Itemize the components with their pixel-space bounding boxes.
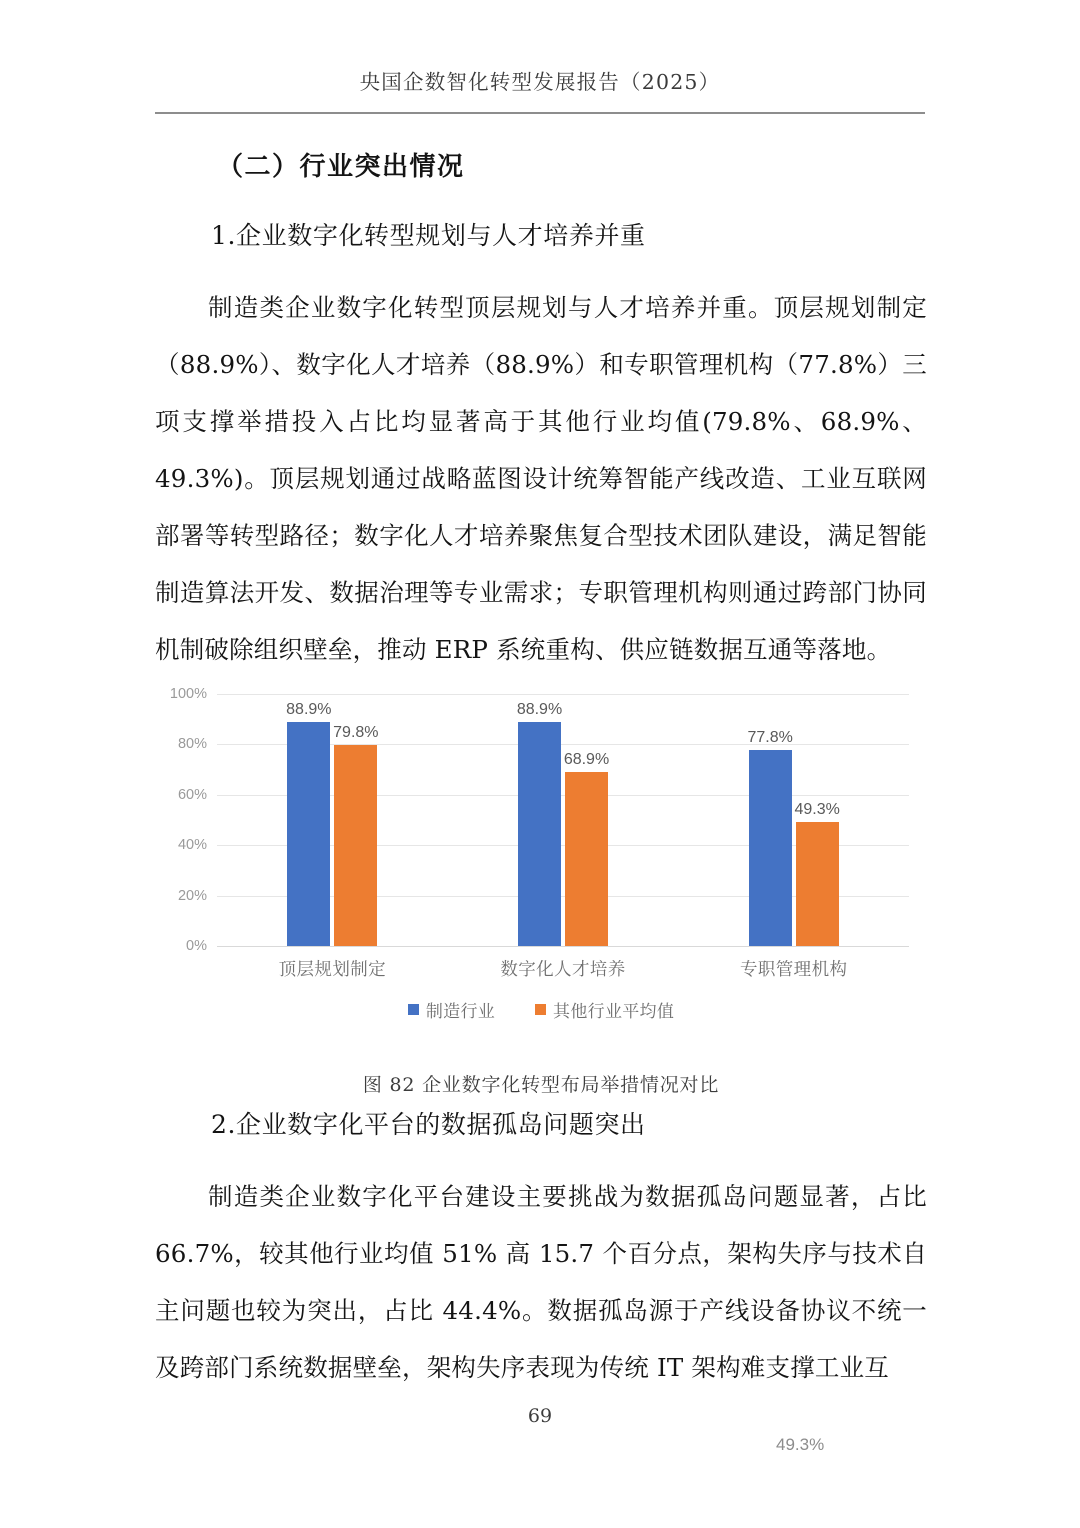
bar-group-2 xyxy=(678,694,909,946)
ytick-label-40: 40% xyxy=(177,837,207,854)
bar-value-label: 68.9% xyxy=(563,751,610,769)
paragraph-1-text: 制造类企业数字化转型顶层规划与人才培养并重。顶层规划制定（88.9%）、数字化人才培养（88.9%）和专职管理机构（77.8%）三项支撑举措投入占比均显著高于其他行业均值(79.8%、68.9%、49.3%)。顶层规划通过战略蓝图设计统筹智能产线改造、工业互联网部署等转型路径；数字化人才培养聚焦复合型技术团队建设，满足智能制造算法开发、数据治理等专业需求；专职管理机构则通过跨部门协同机制破除组织壁垒，推动 ERP 系统重构、供应链数据互通等落地。 xyxy=(155,292,927,664)
ytick-label-100: 100% xyxy=(169,686,207,702)
bar-wrap-0-0 xyxy=(287,694,330,946)
bar-series-a[interactable] xyxy=(518,722,561,946)
bar-chart xyxy=(155,672,927,1027)
chart-bar-groups xyxy=(217,694,909,946)
legend-item-series-a[interactable] xyxy=(408,997,495,1022)
content-lower xyxy=(155,1108,927,1396)
ytick-label-60: 60% xyxy=(177,786,207,803)
header-title: 央国企数智化转型发展报告（2025） xyxy=(359,70,721,94)
bar-series-b[interactable] xyxy=(565,772,608,946)
paragraph-2-text: 制造类企业数字化平台建设主要挑战为数据孤岛问题显著，占比66.7%，较其他行业均值 51% 高 15.7 个百分点，架构失序与技术自主问题也较为突出，占比 44.4%。数据孤岛源于产线设备协议不统一及跨部门系统数据壁垒，架构失序表现为传统 IT 架构难支撑工业互 xyxy=(155,1181,927,1382)
bar-wrap-2-1 xyxy=(796,694,839,946)
figure-caption: 图 82 企业数字化转型布局举措情况对比 xyxy=(362,1074,720,1096)
section-heading-2: （二）行业突出情况 xyxy=(217,152,465,182)
bar-value-label: 79.8% xyxy=(333,723,379,741)
legend-label-series-a: 制造行业 xyxy=(425,1002,496,1021)
bar-group-1 xyxy=(448,694,679,946)
legend-item-series-b[interactable] xyxy=(535,997,674,1022)
xlabel-1: 数字化人才培养 xyxy=(500,959,626,979)
running-header xyxy=(0,70,1080,95)
figure-82 xyxy=(155,672,927,1096)
bar-value-label: 88.9% xyxy=(516,700,563,718)
bar-series-a[interactable] xyxy=(287,722,330,946)
ytick-label-80: 80% xyxy=(177,736,207,753)
ytick-label-20: 20% xyxy=(177,887,207,904)
chart-plot-area xyxy=(169,686,909,954)
paragraph-1 xyxy=(155,279,927,678)
chart-legend xyxy=(155,997,927,1022)
section-heading-3-2: 2.企业数字化平台的数据孤岛问题突出 xyxy=(211,1110,646,1139)
legend-swatch-icon xyxy=(535,1004,546,1015)
bar-series-b[interactable] xyxy=(334,745,377,946)
paragraph-2 xyxy=(155,1168,927,1396)
gridline-0 xyxy=(186,938,909,954)
section-heading-3-1: 1.企业数字化转型规划与人才培养并重 xyxy=(211,221,646,251)
bar-series-a[interactable] xyxy=(749,750,792,946)
bar-series-b[interactable] xyxy=(796,822,839,946)
legend-swatch-icon xyxy=(408,1004,419,1015)
bar-wrap-2-0 xyxy=(749,694,792,946)
bar-value-label: 88.9% xyxy=(286,700,332,718)
bar-value-label: 49.3% xyxy=(794,800,840,818)
bar-value-label: 77.8% xyxy=(747,728,793,746)
page-number: 69 xyxy=(527,1405,553,1427)
stray-chart-value: 49.3% xyxy=(776,1435,825,1454)
legend-label-series-b: 其他行业平均值 xyxy=(553,1002,675,1021)
ytick-label-0: 0% xyxy=(186,938,207,954)
chart-x-axis-labels xyxy=(217,956,909,981)
header-divider xyxy=(155,112,925,114)
xlabel-0: 顶层规划制定 xyxy=(278,959,387,979)
bar-wrap-0-1 xyxy=(334,694,377,946)
bar-wrap-1-1 xyxy=(565,694,608,946)
content-upper xyxy=(155,150,927,678)
bar-wrap-1-0 xyxy=(518,694,561,946)
bar-group-0 xyxy=(217,694,448,946)
xlabel-2: 专职管理机构 xyxy=(739,959,848,979)
